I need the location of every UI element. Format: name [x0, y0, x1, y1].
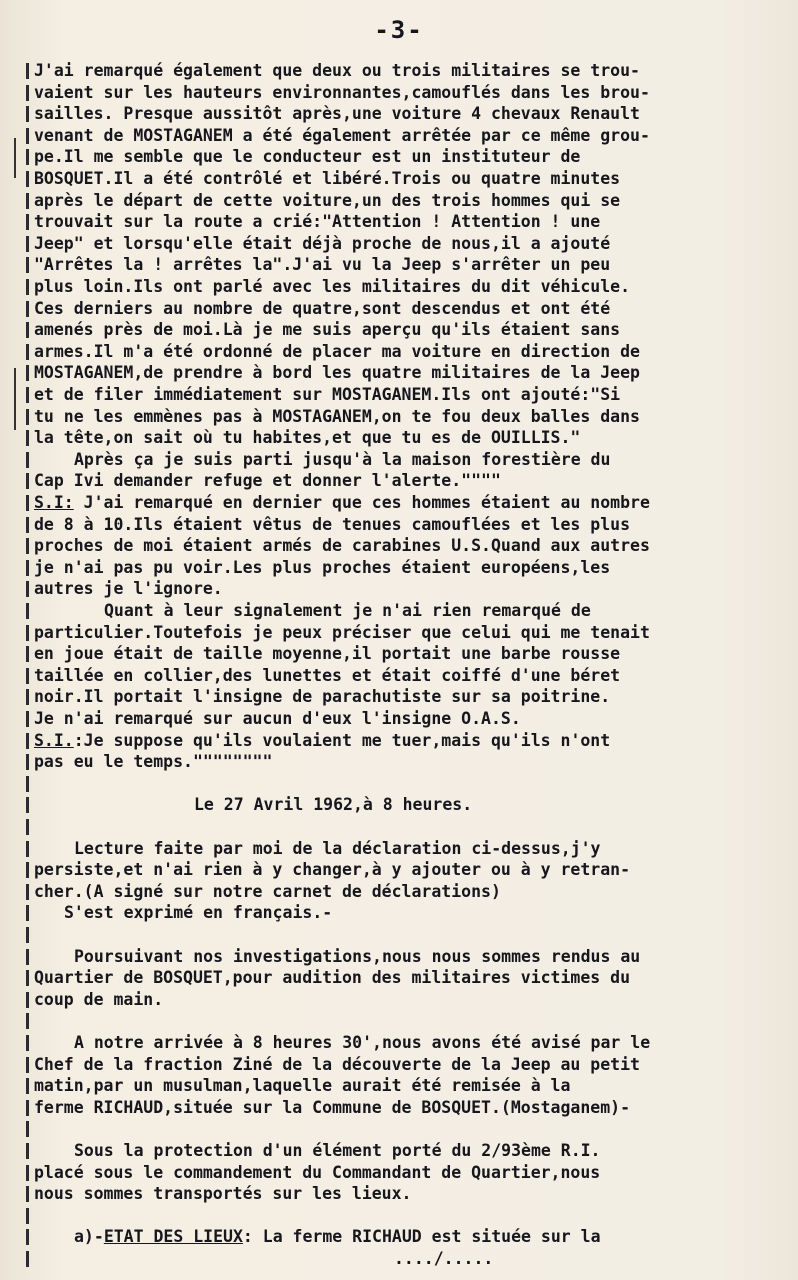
text-line: coup de main.: [34, 989, 164, 1009]
text-line: Chef de la fraction Ziné de la découverte de la Jeep au petit: [34, 1054, 640, 1074]
text-line: BOSQUET.Il a été contrôlé et libéré.Trois ou quatre minutes: [34, 169, 621, 188]
text-line: Jeep" et lorsqu'elle était déjà proche de nous,il a ajouté: [34, 233, 611, 253]
margin-tick: [26, 1186, 29, 1202]
underlined-heading: ETAT DES LIEUX: [103, 1227, 243, 1247]
margin-tick: [26, 884, 29, 900]
margin-tick: [26, 452, 29, 468]
margin-tick: [26, 733, 29, 749]
text-line: matin,par un musulman,laquelle aurait été remisée à la: [34, 1076, 571, 1096]
margin-tick: [26, 625, 29, 641]
text-line: taillée en collier,des lunettes et était coiffé d'une béret: [34, 665, 621, 685]
text-line: S.I.:Je suppose qu'ils voulaient me tuer,mais qu'ils n'ont: [34, 730, 611, 750]
margin-tick: [26, 797, 29, 813]
margin-tick: [26, 387, 29, 403]
margin-tick: [26, 841, 29, 857]
margin-tick: [26, 646, 29, 662]
margin-tick: [26, 193, 29, 209]
text-line: vaient sur les hauteurs environnantes,camouflés dans les brou-: [34, 82, 650, 102]
margin-tick: [26, 970, 29, 986]
text-line: S.I: J'ai remarqué en dernier que ces hommes étaient au nombre: [34, 493, 650, 512]
margin-tick: [26, 106, 29, 122]
margin-tick: [26, 949, 29, 965]
margin-tick: [26, 1251, 29, 1267]
text-line: Poursuivant nos investigations,nous nous sommes rendus au: [74, 946, 641, 966]
text-line: "Arrêtes la ! arrêtes la".J'ai vu la Jeep s'arrêter un peu: [34, 255, 611, 275]
text-line: amenés près de moi.Là je me suis aperçu qu'ils étaient sans: [34, 320, 621, 340]
text-line: cher.(A signé sur notre carnet de déclarations): [34, 881, 501, 901]
margin-tick: [26, 322, 29, 338]
margin-tick: [26, 85, 29, 101]
text-line: ..../.....: [394, 1249, 494, 1268]
margin-tick: [26, 63, 29, 79]
underlined-heading: S.I.: [34, 730, 74, 750]
text-line: Cap Ivi demander refuge et donner l'alerte."""": [34, 471, 501, 491]
text-line: venant de MOSTAGANEM a été également arrêtée par ce même grou-: [34, 125, 650, 145]
text-line: pas eu le temps."""""""": [34, 752, 273, 772]
text-line: Le 27 Avril 1962,à 8 heures.: [194, 795, 473, 815]
margin-tick: [26, 236, 29, 252]
text-line: proches de moi étaient armés de carabines U.S.Quand aux autres: [34, 536, 650, 556]
text-line: Lecture faite par moi de la déclaration ci-dessus,j'y: [74, 838, 601, 858]
margin-tick: [26, 754, 29, 770]
margin-bracket: [14, 368, 16, 430]
text-line: Ces derniers au nombre de quatre,sont descendus et ont été: [34, 298, 611, 318]
margin-tick: [26, 409, 29, 425]
underlined-heading: S.I:: [34, 493, 74, 512]
text-line: nous sommes transportés sur les lieux.: [34, 1184, 412, 1204]
margin-tick: [26, 473, 29, 489]
margin-tick: [26, 1078, 29, 1094]
text-line: MOSTAGANEM,de prendre à bord les quatre militaires de la Jeep: [34, 363, 640, 383]
margin-tick: [26, 128, 29, 144]
text-line: en joue était de taille moyenne,il portait une barbe rousse: [34, 644, 621, 664]
text-line: Quant à leur signalement je n'ai rien remarqué de: [104, 601, 591, 620]
text-line: la tête,on sait où tu habites,et que tu es de OUILLIS.": [34, 428, 581, 448]
margin-tick: [26, 862, 29, 878]
margin-tick: [26, 668, 29, 684]
text-line: J'ai remarqué également que deux ou trois militaires se trou-: [34, 61, 640, 80]
margin-tick: [26, 581, 29, 597]
margin-tick: [26, 560, 29, 576]
text-line: Quartier de BOSQUET,pour audition des militaires victimes du: [34, 968, 631, 988]
page-number: -3-: [374, 16, 424, 44]
margin-tick: [26, 711, 29, 727]
text-line: A notre arrivée à 8 heures 30',nous avons été avisé par le: [74, 1033, 651, 1052]
text-line: S'est exprimé en français.-: [64, 903, 333, 923]
text-line: Je n'ai remarqué sur aucun d'eux l'insigne O.A.S.: [34, 709, 521, 728]
text-line: Après ça je suis parti jusqu'à la maison forestière du: [74, 449, 611, 469]
margin-tick: [26, 517, 29, 533]
margin-tick: [26, 214, 29, 230]
margin-tick: [26, 1035, 29, 1051]
text-line: trouvait sur la route a crié:"Attention ! Attention ! une: [34, 212, 601, 232]
margin-tick: [26, 603, 29, 619]
margin-tick: [26, 430, 29, 446]
margin-tick: [26, 689, 29, 705]
margin-tick: [26, 1057, 29, 1073]
margin-tick: [26, 365, 29, 381]
text-line: après le départ de cette voiture,un des trois hommes qui se: [34, 190, 621, 210]
margin-tick: [26, 1100, 29, 1116]
text-line: pe.Il me semble que le conducteur est un instituteur de: [34, 147, 581, 167]
text-line: placé sous le commandement du Commandant de Quartier,nous: [34, 1162, 601, 1182]
margin-tick: [26, 1229, 29, 1245]
text-line: a)-ETAT DES LIEUX: La ferme RICHAUD est située sur la: [74, 1227, 601, 1247]
text-line: de 8 à 10.Ils étaient vêtus de tenues camouflées et les plus: [34, 514, 631, 534]
text-line: je n'ai pas pu voir.Les plus proches étaient européens,les: [34, 557, 611, 577]
text-line: plus loin.Ils ont parlé avec les militaires du dit véhicule.: [34, 277, 631, 296]
text-line: armes.Il m'a été ordonné de placer ma voiture en direction de: [34, 341, 640, 361]
margin-tick: [26, 905, 29, 921]
margin-tick: [26, 1208, 29, 1224]
margin-tick: [26, 1143, 29, 1159]
margin-tick: [26, 301, 29, 317]
margin-tick: [26, 1165, 29, 1181]
margin-tick: [26, 1013, 29, 1029]
text-line: particulier.Toutefois je peux préciser que celui qui me tenait: [34, 622, 650, 642]
margin-tick: [26, 495, 29, 511]
margin-tick: [26, 1121, 29, 1137]
margin-tick: [26, 819, 29, 835]
text-line: noir.Il portait l'insigne de parachutiste sur sa poitrine.: [34, 687, 611, 707]
margin-tick: [26, 344, 29, 360]
text-line: Sous la protection d'un élément porté du 2/93ème R.I.: [74, 1141, 601, 1160]
margin-bracket: [14, 138, 16, 178]
text-line: autres je l'ignore.: [34, 579, 223, 599]
margin-tick: [26, 149, 29, 165]
margin-tick: [26, 538, 29, 554]
margin-tick: [26, 257, 29, 273]
margin-tick: [26, 279, 29, 295]
margin-tick: [26, 927, 29, 943]
text-line: persiste,et n'ai rien à y changer,à y ajouter ou à y retran-: [34, 860, 631, 880]
text-line: ferme RICHAUD,située sur la Commune de BOSQUET.(Mostaganem)-: [34, 1097, 631, 1117]
margin-tick: [26, 776, 29, 792]
text-line: sailles. Presque aussitôt après,une voiture 4 chevaux Renault: [34, 104, 640, 124]
margin-tick: [26, 992, 29, 1008]
text-line: et de filer immédiatement sur MOSTAGANEM.Ils ont ajouté:"Si: [34, 385, 621, 404]
margin-tick: [26, 171, 29, 187]
text-line: tu ne les emmènes pas à MOSTAGANEM,on te fou deux balles dans: [34, 406, 640, 426]
